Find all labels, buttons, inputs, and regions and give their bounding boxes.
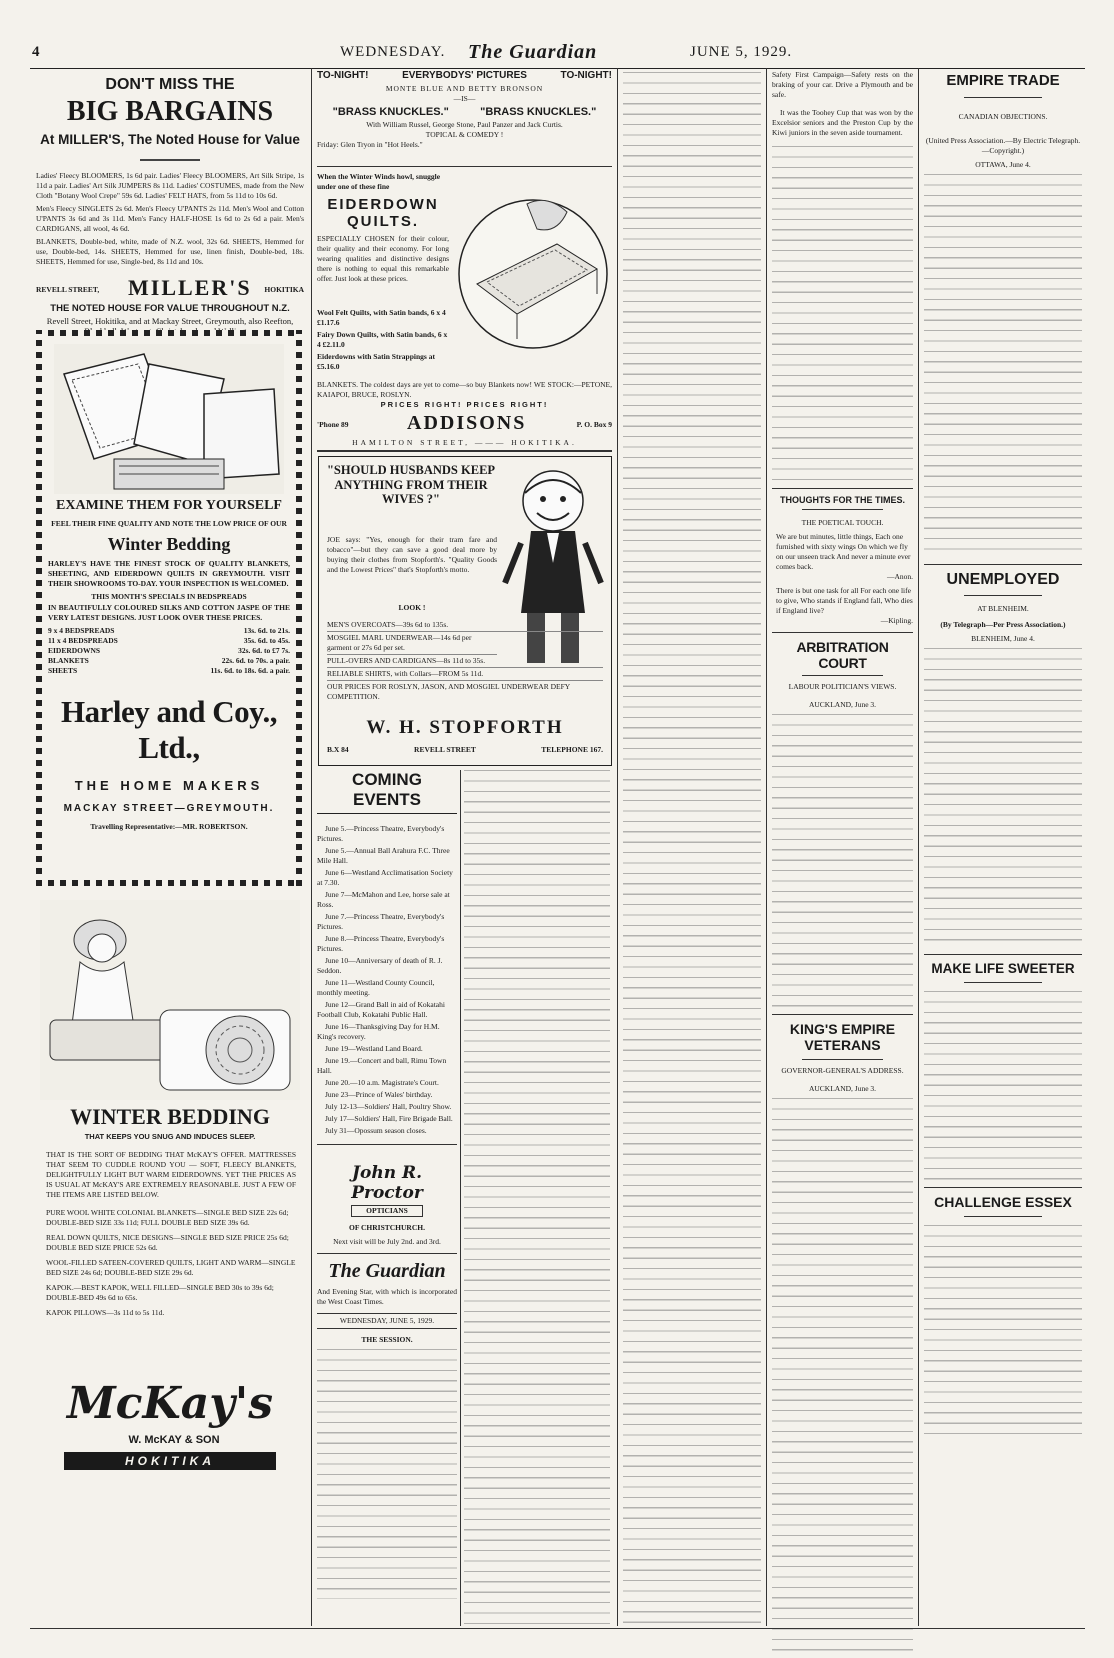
stopforth-ad [318,456,612,766]
sweeter-head: MAKE LIFE SWEETER [931,961,1075,976]
column-rule [460,770,461,1626]
event-item: July 12-13—Soldiers' Hall, Poultry Show. [325,1102,452,1111]
column-rule [766,68,767,1626]
article-text [623,72,761,1625]
news-column-right [924,70,1082,1626]
event-item: July 31—Opossum season closes. [325,1126,427,1135]
border-pattern [296,330,302,886]
divider [140,159,200,161]
tonight-left: TO-NIGHT! [317,70,369,81]
unemployed-dateline: BLENHEIM, June 4. [971,634,1035,643]
event-item: June 12—Grand Ball in aid of Kokatahi Football Club, Kokatahi Public Hall. [317,1000,445,1019]
essex-head: CHALLENGE ESSEX [934,1194,1072,1210]
tonight-friday: Friday: Glen Tryon in "Hot Heels." [317,140,423,149]
divider [964,1216,1042,1217]
addisons-address: HAMILTON STREET, ——— HOKITIKA. [352,438,577,447]
proctor-logo: John R. Proctor [351,1163,423,1203]
divider [964,595,1042,596]
article-text [924,991,1082,1181]
event-item: June 19.—Concert and ball, Rimu Town Hall. [317,1056,447,1075]
stopforth-street: REVELL STREET [414,745,476,754]
bottom-rule [30,1628,1085,1629]
mckays-item: KAPOK PILLOWS—3s 11d to 5s 11d. [46,1308,165,1317]
tonight-topical: TOPICAL & COMEDY ! [425,130,504,139]
article-text [924,174,1082,558]
addisons-blankets: BLANKETS. The coldest days are yet to come—so buy Blankets now! WE STOCK:—PETONE, KAIAPOI, BRUCE, ROSLYN. [317,380,612,399]
millers-name: MILLER'S [128,275,252,300]
event-item: July 17—Soldiers' Hall, Fire Brigade Ball. [325,1114,453,1123]
article-text [772,146,913,484]
event-item: June 23—Prince of Wales' birthday. [325,1090,433,1099]
millers-head1: DON'T MISS THE [105,76,235,93]
divider [772,1014,913,1015]
events-list [317,824,457,1136]
article-text [317,1349,457,1599]
tonight-title-right: "BRASS KNUCKLES." [480,106,597,118]
stopforth-box: B.X 84 [327,745,349,754]
harley-name: Harley and Coy., Ltd., [61,694,277,765]
mckays-item: PURE WOOL WHITE COLONIAL BLANKETS—SINGLE BED SIZE 22s 6d; DOUBLE-BED SIZE 33s 11d; FULL DOUBLE BED SIZE 39s 6d. [46,1208,289,1227]
border-pattern [36,880,302,886]
page-number: 4 [32,44,41,60]
quilt-illustration [457,174,609,374]
price-row: SHEETS 11s. 6d. to 18s. 6d. a pair. [48,666,290,675]
masthead-day: WEDNESDAY. [340,44,446,60]
column-rule [617,68,618,1626]
mckays-item: KAPOK.—BEST KAPOK, WELL FILLED—SINGLE BED 30s to 39s 6d; DOUBLE-BED 49s 6d to 65s. [46,1283,274,1302]
addisons-box: P. O. Box 9 [576,420,612,429]
poem-one-attribution: —Anon. [886,572,913,581]
coming-events-head: COMING EVENTS [317,770,457,814]
proctor-sub: OPTICIANS [351,1205,423,1217]
addisons-name: ADDISONS [407,412,527,434]
article-text [924,648,1082,948]
stopforth-list-item: MOSGIEL MARL UNDERWEAR—14s 6d per garment or 27s 6d per set. [327,632,497,655]
poem-two: There is but one task for all For each one life to give, Who stands if England fall, Who dies if England live? [776,586,913,615]
divider [924,1187,1082,1188]
price-row: EIDERDOWNS 32s. 6d. to £7 7s. [48,646,290,655]
tonight-mid: EVERYBODYS' PICTURES [402,70,527,81]
tonight-is: —IS— [453,94,476,103]
price-row: 11 x 4 BEDSPREADS 35s. 6d. to 45s. [48,636,290,645]
event-item: June 8.—Princess Theatre, Everybody's Pictures. [317,934,445,953]
event-item: June 7—McMahon and Lee, horse sale at Ross. [317,890,450,909]
proctor-visit: Next visit will be July 2nd. and 3rd. [333,1237,441,1246]
event-item: June 5.—Annual Ball Arahura F.C. Three Mile Hall. [317,846,450,865]
arbitration-sub: LABOUR POLITICIAN'S VIEWS. [788,682,897,691]
tonight-cast: With William Russel, George Stone, Paul Panzer and Jack Curtis. [366,120,563,129]
millers-street: REVELL STREET, [36,285,100,294]
addisons-intro: When the Winter Winds howl, snuggle under one of these fine [317,172,441,191]
millers-head2: BIG BARGAINS [66,96,274,127]
column-rule [918,68,919,1626]
masthead-date: JUNE 5, 1929. [690,44,793,60]
safety-notice: Safety First Campaign—Safety rests on the braking of your car. Drive a Plymouth and be safe. [772,70,913,99]
veterans-head: KING'S EMPIRE VETERANS [789,1021,896,1053]
divider [772,488,913,489]
millers-item-1: Ladies' Fleecy BLOOMERS, 1s 6d pair. Ladies' Fleecy BLOOMERS, Art Silk Stripe, 1s 11d a pair. Ladies' Art Silk JUMPERS 8s 11d. Ladies' COSTUMES, made from the New Cloth "Botany Wool Crepe" 59s 6d. Ladies' FELT HATS, from 5s 11d to 10s 6d. [36,171,304,200]
mckays-item: WOOL-FILLED SATEEN-COVERED QUILTS, LIGHT AND WARM—SINGLE BED SIZE 24s 6d; DOUBLE-BED SIZE 29s 6d. [46,1258,296,1277]
divider [317,1253,457,1254]
empire-trade-head: EMPIRE TRADE [946,72,1060,89]
proctor-town: OF CHRISTCHURCH. [349,1223,425,1232]
millers-item-2: Men's Fleecy SINGLETS 2s 6d. Men's Fleecy U'PANTS 2s 11d. Men's Wool and Cotton U'PANTS 3s 6d and 3s 11d. Men's Fancy HALF-HOSE 1s 6d to 2s 6d a pair. Men's CARDIGANS, all wool, 4s 6d. [36,204,304,233]
stopforth-name: W. H. STOPFORTH [366,717,564,738]
woman-bedding-illustration [40,900,300,1100]
tonight-title-left: "BRASS KNUCKLES." [332,106,449,118]
border-pattern [36,330,302,336]
addisons-price: Eiderdowns with Satin Strappings at £5.16.0 [317,352,435,371]
guardian-title: The Guardian [328,1260,446,1282]
event-item: June 10—Anniversary of death of R. J. Seddon. [317,956,443,975]
harley-ad [36,330,302,886]
article-head: THE SESSION. [361,1335,413,1344]
harley-examine: EXAMINE THEM FOR YOURSELF [56,498,282,513]
guardian-sub: And Evening Star, with which is incorporated the West Coast Times. [317,1287,457,1306]
stopforth-list [327,619,603,703]
harley-rep: Travelling Representative:—MR. ROBERTSON. [90,822,248,831]
mckays-logo-text: McKay's [66,1378,274,1429]
divider [924,564,1082,565]
harley-price-list [48,626,290,676]
veterans-dateline: AUCKLAND, June 3. [808,1084,877,1093]
divider [317,166,612,167]
stopforth-headline: "SHOULD HUSBANDS KEEP ANYTHING FROM THEIR WIVES ?" [326,463,496,506]
price-row: BLANKETS 22s. 6d. to 70s. a pair. [48,656,290,665]
poem-one: We are but minutes, little things, Each one furnished with sixty wings On which we fly on our unseen track And never a minute ever comes back. [776,532,911,571]
tonight-stars: MONTE BLUE AND BETTY BRONSON [385,84,544,93]
empire-trade-dateline: OTTAWA, June 4. [975,160,1031,169]
price-row: 9 x 4 BEDSPREADS 13s. 6d. to 21s. [48,626,290,635]
mckays-head: WINTER BEDDING [70,1104,270,1129]
unemployed-credit: (By Telegraph—Per Press Association.) [940,620,1066,629]
coming-events [317,770,457,1626]
tonight-right: TO-NIGHT! [560,70,612,81]
masthead-title: The Guardian [468,41,598,63]
article-text [772,1098,913,1658]
addisons-phone: 'Phone 89 [317,420,349,429]
event-item: June 6—Westland Acclimatisation Society at 7.30. [317,868,453,887]
article-text [772,714,913,1010]
stopforth-list-item: PULL-OVERS AND CARDIGANS—8s 11d to 35s. [327,655,603,668]
poem-two-attribution: —Kipling. [880,616,913,625]
harley-address: MACKAY STREET—GREYMOUTH. [63,803,275,814]
event-item: June 16—Thanksgiving Day for H.M. King's recovery. [317,1022,440,1041]
stopforth-look: LOOK ! [398,603,426,612]
mckays-sub: THAT KEEPS YOU SNUG AND INDUCES SLEEP. [84,1132,256,1141]
stopforth-list-item: RELIABLE SHIRTS, with Collars—FROM 5s 11d. [327,668,603,681]
divider [802,509,883,510]
stopforth-list-item: MEN'S OVERCOATS—39s 6d to 135s. [327,619,603,632]
millers-town: HOKITIKA [264,285,304,294]
divider [924,954,1082,955]
mckays-logo-sub: W. McKAY & SON [128,1434,220,1446]
divider [317,1144,457,1145]
divider [317,450,612,452]
divider [772,632,913,633]
divider [964,97,1042,98]
bedding-illustration [54,344,284,494]
harley-specials-head: THIS MONTH'S SPECIALS IN BEDSPREADS [91,592,247,601]
divider [802,1059,883,1060]
arbitration-head: ARBITRATION COURT [796,639,889,671]
arbitration-dateline: AUCKLAND, June 3. [808,700,877,709]
addisons-ad [317,172,612,434]
millers-tagline: THE NOTED HOUSE FOR VALUE THROUGHOUT N.Z. [50,303,290,314]
toohey-notice: It was the Toohey Cup that was won by the Excelsior seniors and the Preston Cup by the Kiwi juniors in the seven aside tournament. [772,108,913,137]
harley-winter: Winter Bedding [107,534,231,554]
mckays-logo [44,1378,296,1480]
mckays-item: REAL DOWN QUILTS, NICE DESIGNS—SINGLE BED SIZE PRICE 25s 6d; DOUBLE BED SIZE PRICE 52s 6d. [46,1233,289,1252]
event-item: June 20.—10 a.m. Magistrate's Court. [325,1078,439,1087]
empire-trade-credit: (United Press Association.—By Electric Telegraph.—Copyright.) [925,136,1081,155]
harley-feel: FEEL THEIR FINE QUALITY AND NOTE THE LOW PRICE OF OUR [51,519,287,528]
masthead [30,41,1085,69]
event-item: June 19—Westland Land Board. [325,1044,423,1053]
column-rule [311,68,312,1626]
tonight-ad [317,70,612,160]
harley-body: HARLEY'S HAVE THE FINEST STOCK OF QUALITY BLANKETS, SHEETING, AND EIDERDOWN QUILTS IN GREYMOUTH. VISIT THEIR SHOWROOMS TO-DAY. YOUR INSPECTION IS WELCOMED. [48,559,290,588]
millers-head3: At MILLER'S, The Noted House for Value [40,132,300,147]
event-item: June 7.—Princess Theatre, Everybody's Pictures. [317,912,445,931]
millers-ad [36,74,304,326]
article-text [924,1225,1082,1441]
empire-trade-sub: CANADIAN OBJECTIONS. [958,112,1048,121]
stopforth-joe: JOE says: "Yes, enough for their tram fare and tobacco"—but they can save a good deal more by buying their clothes from Stopforth's. "Quality Goods and the Lowest Prices" that's Stopforth's motto. [327,535,497,574]
article-text [464,770,610,1625]
unemployed-sub: AT BLENHEIM. [977,604,1029,613]
event-item: June 5.—Princess Theatre, Everybody's Pictures. [317,824,445,843]
divider [964,982,1042,983]
millers-branches: Revell Street, Hokitika, and at Mackay Street, Greymouth, also Reefton, [46,316,294,326]
addisons-body: ESPECIALLY CHOSEN for their colour, their quality and their economy. For long wearing qualities and distinctive designs there is nothing to equal this remarkable offer. Just look at these prices. [317,234,449,283]
harley-home: THE HOME MAKERS [74,778,264,793]
divider [802,675,883,676]
addisons-price: Wool Felt Quilts, with Satin bands, 6 x 4 £1.17.6 [317,308,446,327]
harley-specials-sub: IN BEAUTIFULLY COLOURED SILKS AND COTTON JASPE OF THE VERY LATEST DESIGNS. JUST LOOK OVER THESE PRICES. [48,603,290,622]
thoughts-head: THOUGHTS FOR THE TIMES. [780,495,905,505]
mckays-body: THAT IS THE SORT OF BEDDING THAT McKAY'S OFFER. MATTRESSES THAT SEEM TO CUDDLE ROUND YOU — SOFT, FLEECY BLANKETS, DELIGHTFULLY LIGHT BUT WARM EIDERDOWNS. YET THE PRICES AS IS USUAL AT McKAY'S ARE EXTREMELY REASONABLE. JUST A FEW OF THE ITEMS ARE LISTED BELOW. [46,1150,296,1199]
stopforth-phone: TELEPHONE 167. [541,745,603,754]
mckays-logo-town: HOKITIKA [64,1452,276,1470]
addisons-head: EIDERDOWN QUILTS. [327,196,439,230]
addisons-price: Fairy Down Quilts, with Satin bands, 6 x 4 £2.11.0 [317,330,448,349]
news-column [772,70,913,1626]
addisons-prices-right: PRICES RIGHT! PRICES RIGHT! [380,400,549,409]
unemployed-head: UNEMPLOYED [946,571,1060,588]
stopforth-list-item: OUR PRICES FOR ROSLYN, JASON, AND MOSGIEL UNDERWEAR DEFY COMPETITION. [327,682,570,701]
mckays-ad [36,894,304,1626]
border-pattern [36,330,42,886]
veterans-sub: GOVERNOR-GENERAL'S ADDRESS. [781,1066,904,1075]
event-item: June 11—Westland County Council, monthly meeting. [317,978,435,997]
guardian-date: WEDNESDAY, JUNE 5, 1929. [317,1313,457,1329]
millers-item-3: BLANKETS, Double-bed, white, made of N.Z. wool, 32s 6d. SHEETS, Hemmed for use, Double-bed, 14s. SHEETS, Hemmed for use, linen finish, Double-bed, 18s. SHEETS, Hemmed for use, Single-bed, 8s 11d and 10s. [36,237,304,266]
poem-title: THE POETICAL TOUCH. [801,518,884,527]
